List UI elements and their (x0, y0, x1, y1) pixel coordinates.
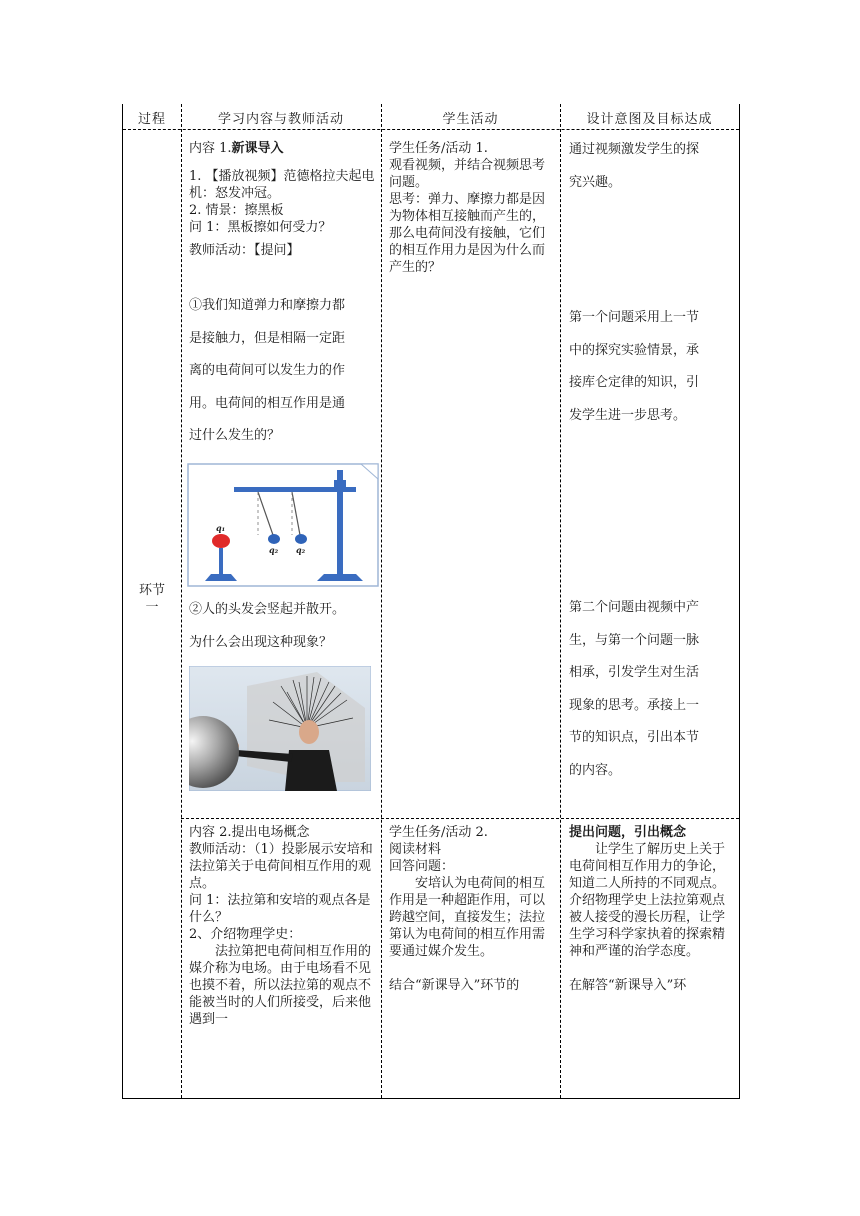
stage-line1: 环节 (138, 583, 165, 598)
header-process: 过程 (137, 112, 166, 127)
content1-title-bold: 新课导入 (231, 141, 284, 156)
row1-content-cell (189, 140, 377, 259)
content1-question-a (189, 290, 381, 453)
content1-teacher-activity: 教师活动：【提问】 (189, 243, 300, 258)
intent-line: 节的知识点，引出本节 (569, 730, 700, 745)
intent-line: 第二个问题由视频中产 (569, 600, 700, 615)
student2-answer: 回答问题： (389, 859, 455, 874)
label-q2-left: q₂ (269, 545, 279, 555)
header-intent: 设计意图及目标达成 (586, 112, 713, 127)
intent2-last: 在解答“新课导入”环 (569, 978, 687, 993)
student1-line: 观看视频，并结合视频思考问题。 (389, 158, 546, 190)
body (285, 750, 337, 791)
stage-cell (123, 582, 181, 616)
student2-task: 学生任务/活动 2. (389, 825, 488, 840)
intent-line: 现象的思考。承接上一 (569, 697, 700, 713)
question-a-line: 过什么发生的？ (189, 428, 281, 443)
column-divider (181, 104, 182, 1098)
question-a-line: 离的电荷间可以发生力的作 (189, 363, 346, 378)
student1-line: 思考：弹力、摩擦力都是因为物体相互接触而产生的，那么电荷间没有接触，它们的相互作用力是因为什么而产生的？ (389, 192, 546, 275)
intent2-title: 提出问题，引出概念 (569, 825, 687, 840)
student2-para: 安培认为电荷间的相互作用是一种超距作用，可以跨越空间，直接发生；法拉第认为电荷间的相互作用需要通过媒介发生。 (389, 876, 546, 959)
content1-title (189, 140, 377, 157)
header-content: 学习内容与教师活动 (217, 112, 344, 127)
pole-clamp (334, 480, 346, 488)
row2-content-cell (189, 824, 377, 1028)
content2-item2: 2、介绍物理学史： (189, 927, 302, 942)
intent-line: 生，与第一个问题一脉 (569, 632, 700, 648)
question-a-line: ①我们知道弹力和摩擦力都 (189, 298, 346, 313)
intent-line: 相承，引发学生对生活 (569, 665, 700, 680)
header-student: 学生活动 (442, 112, 499, 127)
student2-read: 阅读材料 (389, 842, 442, 857)
stage-line2: 一 (145, 600, 159, 615)
content1-title-prefix: 内容 1. (189, 141, 232, 156)
lesson-plan-table (122, 104, 740, 1099)
row2-student-cell (389, 824, 555, 994)
content1-item2: 2. 情景：擦黑板 (189, 203, 284, 218)
content1-item1: 1. 【播放视频】范德格拉夫起电机：怒发冲冠。 (189, 169, 375, 201)
student2-last: 结合“新课导入”环节的 (389, 978, 520, 993)
question-a-line: 用。电荷间的相互作用是通 (189, 395, 346, 411)
pendulum-figure (187, 463, 383, 589)
intent2-para: 让学生了解历史上关于电荷间相互作用力的争论，知道二人所持的不同观点。介绍物理学史上法拉第观点被人接受的漫长历程，让学生学习科学家执着的探索精神和严谨的治学态度。 (569, 842, 726, 959)
question-b-line: 为什么会出现这种现象？ (189, 634, 333, 650)
content2-q1: 问 1：法拉第和安培的观点各是什么？ (189, 893, 371, 925)
charged-sphere-q1 (212, 534, 230, 548)
intent-line: 中的探究实验情景，承 (569, 342, 700, 358)
label-q2-right: q₂ (296, 545, 306, 555)
header-divider (123, 129, 739, 130)
question-b-line: ②人的头发会竖起并散开。 (189, 602, 346, 617)
content2-teacher-activity: 教师活动：（1）投影展示安培和法拉第关于电荷间相互作用的观点。 (189, 842, 373, 891)
question-a-line: 是接触力，但是相隔一定距 (189, 330, 346, 346)
intent-line: 接库仑定律的知识，引 (569, 375, 700, 390)
column-divider (560, 104, 561, 1098)
row1-intent-p3 (569, 592, 735, 787)
row1-intent-p2 (569, 302, 735, 432)
intent-line: 的内容。 (569, 762, 622, 778)
intent-line: 发学生进一步思考。 (569, 407, 687, 423)
stand-base (317, 574, 363, 581)
label-q1: q₁ (216, 523, 226, 533)
intent-line: 第一个问题采用上一节 (569, 310, 700, 325)
row2-intent-cell (569, 824, 735, 994)
row1-student-cell (389, 140, 555, 276)
content2-history-para: 法拉第把电荷间相互作用的媒介称为电场。由于电场看不见也摸不着，所以法拉第的观点不能被当时的人们所接受，后来他遇到一 (189, 944, 372, 1027)
content1-question-b (189, 594, 381, 659)
ball-q2-left (268, 534, 280, 544)
face (299, 720, 319, 744)
ball-q2-right (295, 534, 307, 544)
intent-line: 通过视频激发学生的探 (569, 142, 700, 157)
sphere-rod (219, 548, 223, 574)
row-divider (181, 818, 739, 819)
content2-title: 内容 2.提出电场概念 (189, 825, 310, 840)
hair-photo (189, 666, 371, 791)
content1-q1: 问 1：黑板擦如何受力？ (189, 220, 332, 235)
column-divider (381, 104, 382, 1098)
intent-line: 究兴趣。 (569, 174, 622, 190)
student1-task: 学生任务/活动 1. (389, 141, 488, 156)
row1-intent-p1 (569, 134, 735, 199)
